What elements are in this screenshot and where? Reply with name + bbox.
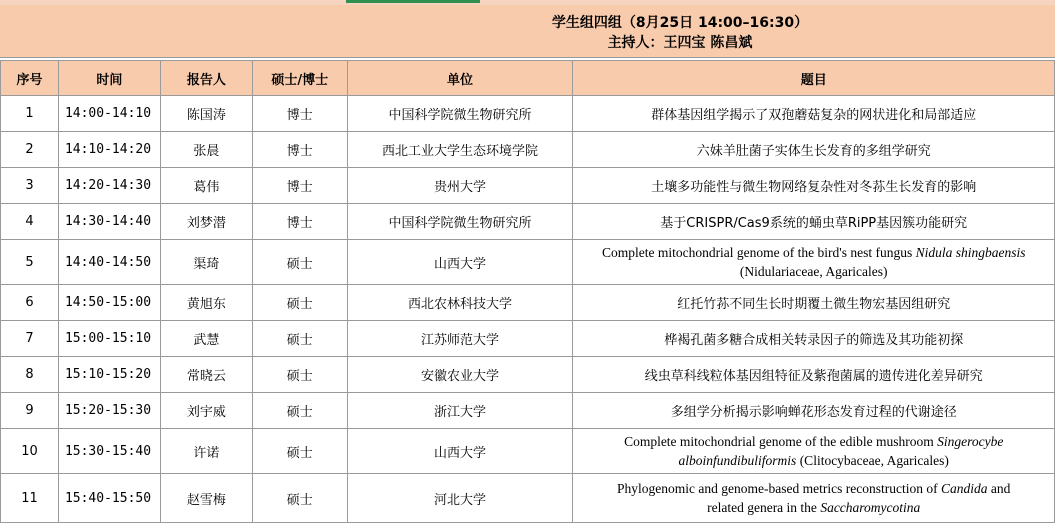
cell-unit[interactable]: 江苏师范大学 [347,321,573,357]
col-header-time[interactable]: 时间 [58,61,160,96]
session-title: 学生组四组（8月25日 14:00–16:30） [551,15,809,31]
cell-topic[interactable]: 土壤多功能性与微生物网络复杂性对冬荪生长发育的影响 [573,168,1055,204]
species-name: Nidula shingbaensis [915,245,1026,260]
cell-time[interactable]: 14:10-14:20 [58,132,160,168]
cell-degree[interactable]: 硕士 [252,321,347,357]
taxon-name: Saccharomycotina [820,500,921,515]
cell-no[interactable]: 7 [1,321,59,357]
cell-time[interactable]: 15:20-15:30 [58,393,160,429]
cell-time[interactable]: 15:10-15:20 [58,357,160,393]
cell-time[interactable]: 14:30-14:40 [58,204,160,240]
cell-time[interactable]: 14:50-15:00 [58,285,160,321]
cell-unit[interactable]: 中国科学院微生物研究所 [347,96,573,132]
cell-no[interactable]: 3 [1,168,59,204]
cell-speaker[interactable]: 刘宇威 [160,393,252,429]
species-name: Singerocybe [937,434,1004,449]
table-row [1,204,1055,240]
schedule-table [0,60,1055,523]
table-row [1,321,1055,357]
cell-time[interactable]: 15:30-15:40 [58,429,160,474]
table-row [1,168,1055,204]
cell-speaker[interactable]: 武慧 [160,321,252,357]
table-row [1,357,1055,393]
topic-text: Complete mitochondrial genome of the edible mushroom [624,434,938,449]
table-row [1,429,1055,474]
cell-degree[interactable]: 博士 [252,168,347,204]
cell-speaker[interactable]: 张晨 [160,132,252,168]
cell-topic[interactable]: 红托竹荪不同生长时期覆土微生物宏基因组研究 [573,285,1055,321]
cell-no[interactable]: 9 [1,393,59,429]
cell-unit[interactable]: 西北农林科技大学 [347,285,573,321]
cell-topic[interactable] [573,240,1055,285]
col-header-topic[interactable]: 题目 [573,61,1055,96]
cell-time[interactable]: 15:40-15:50 [58,474,160,523]
cell-topic[interactable]: 桦褐孔菌多糖合成相关转录因子的筛选及其功能初探 [573,321,1055,357]
cell-unit[interactable]: 贵州大学 [347,168,573,204]
selected-cell-indicator [346,0,480,3]
table-row [1,240,1055,285]
table-row [1,96,1055,132]
table-row [1,474,1055,523]
topic-text: (Nidulariaceae, Agaricales) [739,264,888,279]
topic-text: Complete mitochondrial genome of the bird's nest fungus [601,245,916,260]
session-host: 主持人：王四宝 陈昌斌 [607,35,753,51]
cell-topic[interactable] [573,474,1055,523]
cell-degree[interactable]: 博士 [252,132,347,168]
table-row [1,132,1055,168]
cell-unit[interactable]: 河北大学 [347,474,573,523]
cell-speaker[interactable]: 黄旭东 [160,285,252,321]
cell-speaker[interactable]: 常晓云 [160,357,252,393]
cell-topic[interactable]: 多组学分析揭示影响蝉花形态发育过程的代谢途径 [573,393,1055,429]
cell-no[interactable]: 5 [1,240,59,285]
cell-unit[interactable]: 浙江大学 [347,393,573,429]
cell-time[interactable]: 14:00-14:10 [58,96,160,132]
topic-text: and [987,481,1011,496]
topic-text: related genera in the [707,500,821,515]
cell-degree[interactable]: 硕士 [252,285,347,321]
col-header-unit[interactable]: 单位 [347,61,573,96]
genus-name: Candida [940,481,988,496]
cell-no[interactable]: 1 [1,96,59,132]
header-row [1,61,1055,96]
cell-degree[interactable]: 博士 [252,96,347,132]
table-row [1,285,1055,321]
cell-no[interactable]: 11 [1,474,59,523]
session-header [0,5,1055,58]
col-header-degree[interactable]: 硕士/博士 [252,61,347,96]
cell-speaker[interactable]: 渠琦 [160,240,252,285]
table-row [1,393,1055,429]
cell-no[interactable]: 6 [1,285,59,321]
cell-time[interactable]: 14:20-14:30 [58,168,160,204]
cell-unit[interactable]: 安徽农业大学 [347,357,573,393]
cell-degree[interactable]: 硕士 [252,429,347,474]
cell-topic[interactable]: 线虫草科线粒体基因组特征及紫孢菌属的遗传进化差异研究 [573,357,1055,393]
cell-speaker[interactable]: 许诺 [160,429,252,474]
col-header-speaker[interactable]: 报告人 [160,61,252,96]
cell-unit[interactable]: 山西大学 [347,240,573,285]
cell-no[interactable]: 10 [1,429,59,474]
cell-degree[interactable]: 硕士 [252,240,347,285]
cell-degree[interactable]: 博士 [252,204,347,240]
col-header-no[interactable]: 序号 [1,61,59,96]
cell-no[interactable]: 8 [1,357,59,393]
cell-time[interactable]: 14:40-14:50 [58,240,160,285]
cell-no[interactable]: 4 [1,204,59,240]
cell-degree[interactable]: 硕士 [252,474,347,523]
cell-no[interactable]: 2 [1,132,59,168]
cell-topic[interactable]: 群体基因组学揭示了双孢蘑菇复杂的网状进化和局部适应 [573,96,1055,132]
topic-text: (Clitocybaceae, Agaricales) [796,453,949,468]
cell-topic[interactable]: 六妹羊肚菌子实体生长发育的多组学研究 [573,132,1055,168]
cell-unit[interactable]: 中国科学院微生物研究所 [347,204,573,240]
cell-degree[interactable]: 硕士 [252,393,347,429]
species-name: alboinfundibuliformis [678,453,797,468]
cell-unit[interactable]: 西北工业大学生态环境学院 [347,132,573,168]
cell-speaker[interactable]: 赵雪梅 [160,474,252,523]
topic-text: Phylogenomic and genome-based metrics reconstruction of [617,481,941,496]
cell-degree[interactable]: 硕士 [252,357,347,393]
cell-speaker[interactable]: 葛伟 [160,168,252,204]
cell-topic[interactable] [573,429,1055,474]
cell-time[interactable]: 15:00-15:10 [58,321,160,357]
cell-topic[interactable]: 基于CRISPR/Cas9系统的蛹虫草RiPP基因簇功能研究 [573,204,1055,240]
cell-speaker[interactable]: 刘梦潜 [160,204,252,240]
cell-speaker[interactable]: 陈国涛 [160,96,252,132]
cell-unit[interactable]: 山西大学 [347,429,573,474]
